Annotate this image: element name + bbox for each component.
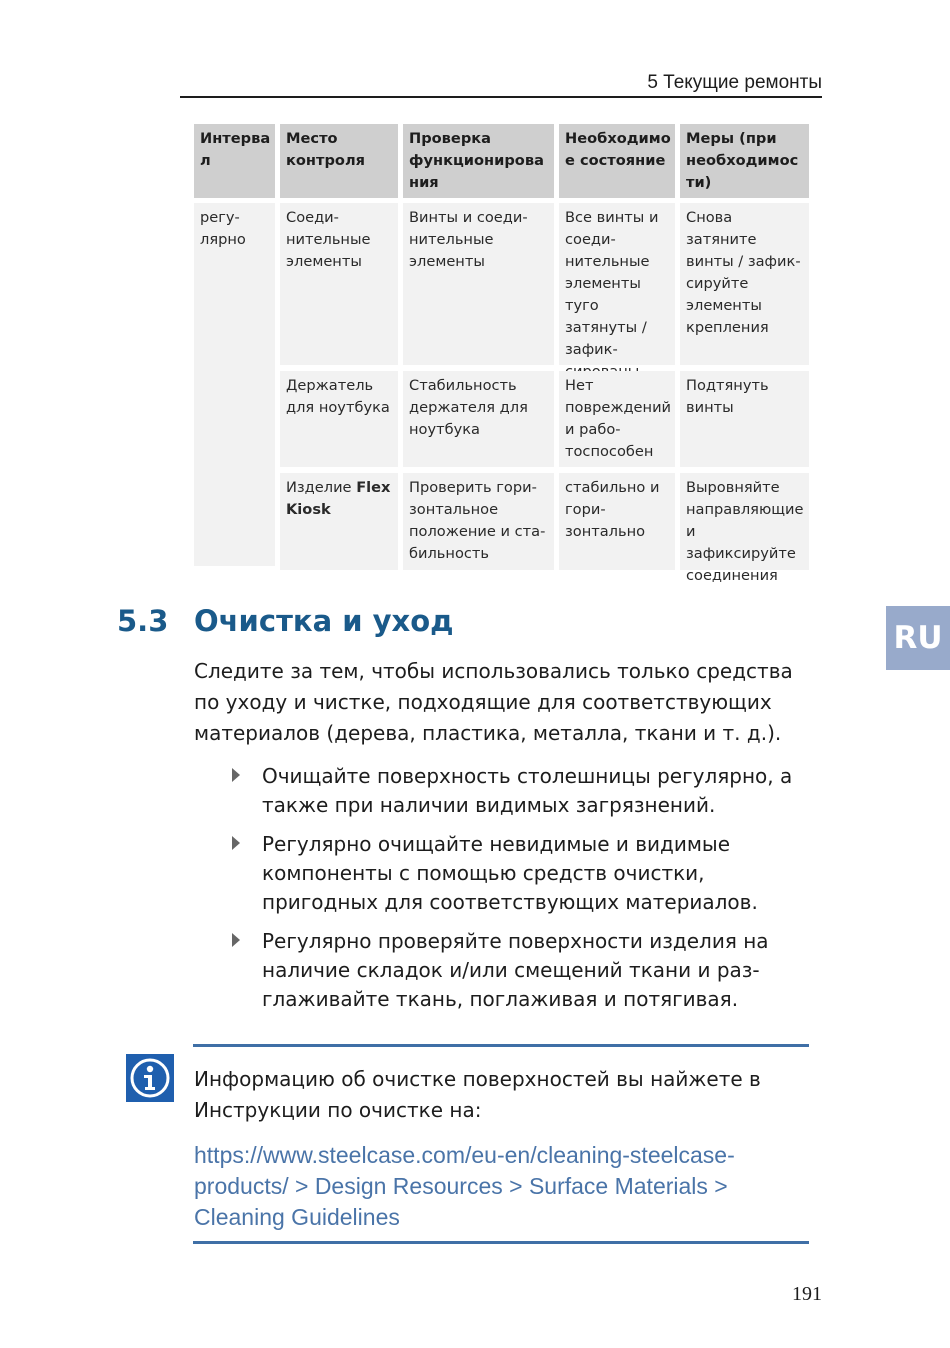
table-cell-place [280, 473, 398, 570]
list-item-text: Регулярно очищайте невидимые и видимые компоненты с помощью средств очистки, пригодных для соответствующих материалов. [262, 832, 758, 914]
list-item-text: Очищайте поверхность столешницы регулярно, а также при наличии видимых загрязнений. [262, 764, 793, 817]
list-item-text: Регулярно проверяйте поверхности изделия на наличие складок и/или смещений ткани и раз-глаживайте ткань, поглаживая и потягивая. [262, 929, 769, 1011]
table-cell-place: Держатель для ноутбука [280, 371, 398, 467]
table-cell-action: Подтянуть винты [680, 371, 809, 467]
table-cell-state: Нет повреждений и рабо- тоспособен [559, 371, 675, 467]
table-cell-check: Винты и соеди- нительные элементы [403, 203, 554, 365]
bullet-list [230, 762, 815, 1024]
info-bottom-rule [193, 1241, 809, 1244]
header-divider [180, 96, 822, 98]
table-cell-state: Все винты и соеди- нительные элементы туго затянуты / зафик- [559, 203, 675, 365]
table-cell-check: Стабильность держателя для ноутбука [403, 371, 554, 467]
table-cell-interval: регу- лярно [194, 203, 275, 566]
intro-paragraph: Следите за тем, чтобы использовались только средства по уходу и чистке, подходящие для соответствующих материалов (дерева, пластика, металла, ткани и т. д.). [194, 659, 793, 745]
page-number: 191 [792, 1283, 822, 1305]
section-title: Очистка и уход [194, 604, 454, 638]
language-tab: RU [886, 606, 950, 670]
table-header-action: Меры (при необходимос ти) [680, 124, 809, 198]
product-name: Flex Kiosk [286, 479, 391, 518]
table-cell-state: стабильно и гори- зонтально [559, 473, 675, 570]
list-item [230, 927, 815, 1014]
table-cell-check: Проверить гори- зонтальное положение и ста- бильность [403, 473, 554, 570]
info-icon [126, 1054, 174, 1102]
section-number: 5.3 [117, 604, 169, 638]
info-text: Информацию об очистке поверхностей вы найжете в Инструкции по очистке на: [194, 1067, 761, 1122]
table-cell-action: Снова затяните винты / зафик- сируйте элементы крепления [680, 203, 809, 365]
cleaning-guidelines-link[interactable] [194, 1140, 814, 1233]
chapter-header: 5 Текущие ремонты [647, 72, 822, 93]
table-cell-place: Соеди- нительные элементы [280, 203, 398, 365]
link-text[interactable]: https://www.steelcase.com/eu-en/cleaning-steelcase-products/ > Design Resources > Surface Materials > Cleaning Guidelines [194, 1142, 735, 1230]
table-cell-action: Выровняйте направляющие и зафиксируйте соединения [680, 473, 809, 570]
table-header-check: Проверка функционирова ния [403, 124, 554, 198]
bullet-arrow-icon [232, 836, 240, 850]
bullet-arrow-icon [232, 768, 240, 782]
list-item [230, 830, 815, 917]
list-item [230, 762, 815, 820]
product-label-prefix: Изделие [286, 479, 357, 496]
table-header-place: Место контроля [280, 124, 398, 198]
table-header-interval: Интерва л [194, 124, 275, 198]
bullet-arrow-icon [232, 933, 240, 947]
info-top-rule [193, 1044, 809, 1047]
table-header-state: Необходимо е состояние [559, 124, 675, 198]
